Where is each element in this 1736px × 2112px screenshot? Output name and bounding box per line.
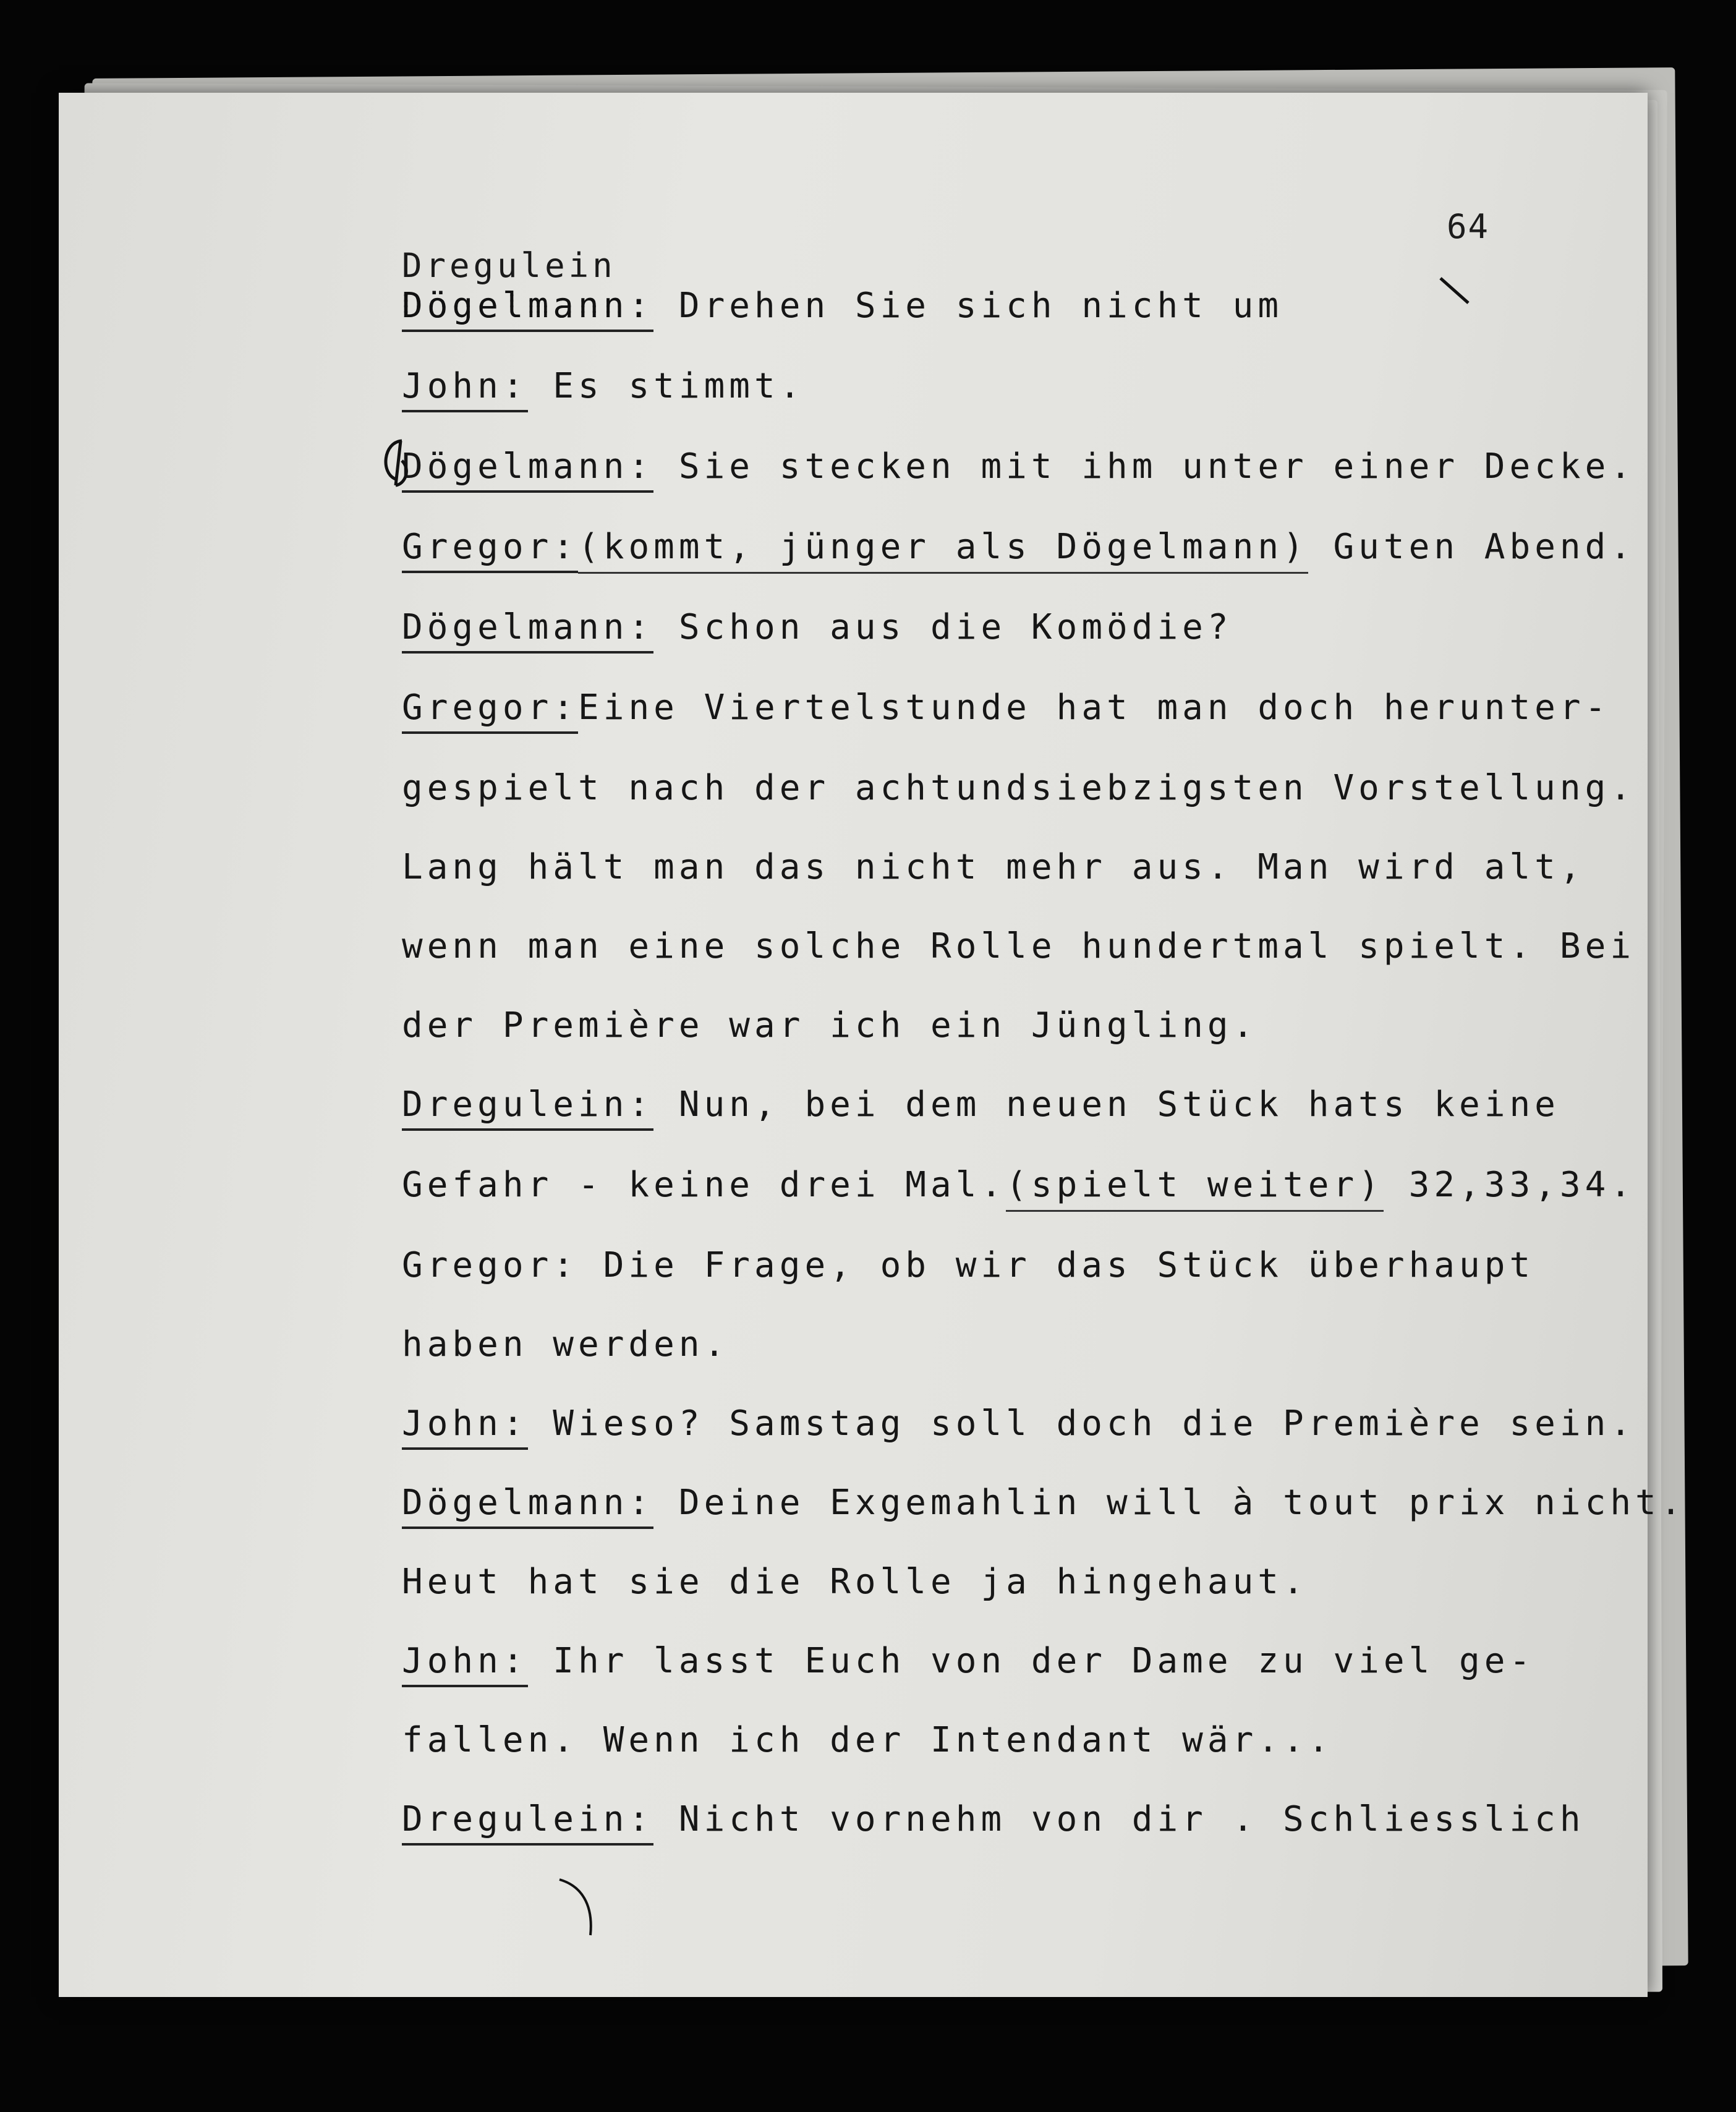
script-line xyxy=(402,1080,1638,1160)
script-line xyxy=(402,442,1638,522)
script-line xyxy=(402,1478,1686,1557)
page-number: 64 xyxy=(1447,207,1490,246)
script-line xyxy=(402,683,1638,764)
script-line xyxy=(402,1795,1638,1874)
dialogue-text: Gefahr - keine drei Mal. xyxy=(402,1165,1006,1205)
speaker-name: Dögelmann: xyxy=(402,607,653,654)
dialogue-text: Deine Exgemahlin will à tout prix nicht. xyxy=(678,1483,1686,1523)
pen-mark-d xyxy=(377,436,414,492)
dialogue-text: Drehen Sie sich nicht um xyxy=(678,286,1283,326)
speaker-name: Dregulein: xyxy=(402,1084,653,1131)
speaker-name: Dregulein: xyxy=(402,1799,653,1846)
script-line xyxy=(402,843,1638,922)
dialogue-text: Gregor: Die Frage, ob wir das Stück überhaupt xyxy=(402,1245,1535,1285)
dialogue-text: Schon aus die Komödie? xyxy=(678,607,1233,647)
stage-direction: (kommt, jünger als Dögelmann) xyxy=(578,527,1308,574)
script-line xyxy=(402,1557,1638,1637)
speaker-name: Gregor: xyxy=(402,688,578,734)
stage-direction: (spielt weiter) xyxy=(1006,1165,1384,1212)
dialogue-text: gespielt nach der achtundsiebzigsten Vorstellung. xyxy=(402,768,1636,808)
speaker-name: John: xyxy=(402,366,528,412)
dialogue-text: Heut hat sie die Rolle ja hingehaut. xyxy=(402,1562,1308,1602)
dialogue-text: Es stimmt. xyxy=(553,366,805,406)
script-line xyxy=(402,1716,1638,1795)
speaker-name: Gregor: xyxy=(402,527,578,573)
script-line xyxy=(402,1160,1638,1241)
dialogue-text: Sie stecken mit ihm unter einer Decke. xyxy=(678,446,1636,487)
dialogue-text: Wieso? Samstag soll doch die Première sein. xyxy=(553,1403,1636,1444)
pen-mark-curve xyxy=(556,1873,606,1941)
script-line xyxy=(402,764,1638,843)
speaker-name: Dögelmann: xyxy=(402,1483,653,1529)
script-line xyxy=(402,1001,1638,1080)
dialogue-text: Nun, bei dem neuen Stück hats keine xyxy=(678,1084,1560,1125)
script-line xyxy=(402,362,1638,442)
script-line xyxy=(402,1399,1638,1478)
speaker-name-struck: Dögelmann: xyxy=(402,286,653,332)
pen-mark-stroke xyxy=(1437,275,1474,312)
script-line xyxy=(402,1241,1638,1320)
dialogue-text: Lang hält man das nicht mehr aus. Man wird alt, xyxy=(402,847,1585,887)
script-line xyxy=(402,1637,1638,1716)
script-line xyxy=(402,1320,1638,1399)
script-line xyxy=(402,522,1638,603)
handwritten-speaker-correction: Dregulein xyxy=(402,246,616,285)
dialogue-text: wenn man eine solche Rolle hundertmal spielt. Bei xyxy=(402,926,1636,966)
script-line xyxy=(402,603,1638,683)
dialogue-text: der Première war ich ein Jüngling. xyxy=(402,1005,1258,1045)
speaker-name: John: xyxy=(402,1403,528,1450)
dialogue-text: Nicht vornehm von dir . Schliesslich xyxy=(678,1799,1585,1839)
dialogue-text: Ihr lasst Euch von der Dame zu viel ge- xyxy=(553,1641,1535,1681)
dialogue-text: haben werden. xyxy=(402,1324,730,1365)
dialogue-text-after: 32,33,34. xyxy=(1408,1165,1636,1205)
script-line xyxy=(402,922,1638,1001)
script-body xyxy=(402,281,1686,1874)
speaker-name: John: xyxy=(402,1641,528,1687)
dialogue-text: Eine Viertelstunde hat man doch herunter- xyxy=(578,688,1610,728)
dialogue-text: fallen. Wenn ich der Intendant wär... xyxy=(402,1720,1334,1760)
dialogue-text: Guten Abend. xyxy=(1333,527,1636,567)
speaker-name: Dögelmann: xyxy=(402,446,653,493)
